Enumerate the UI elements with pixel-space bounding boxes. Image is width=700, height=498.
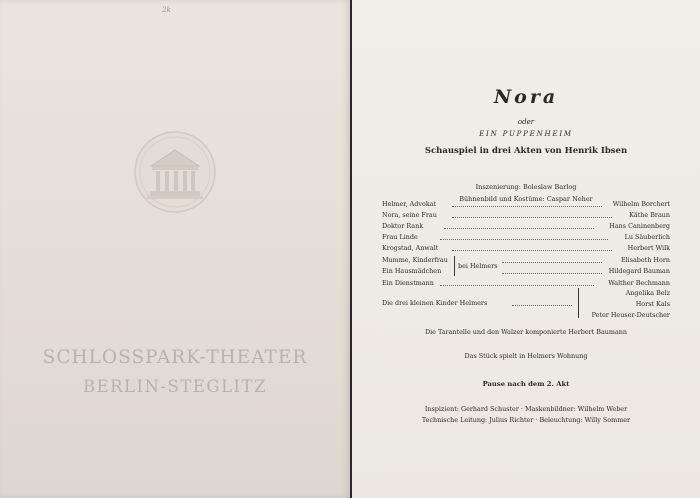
direction-credit: Inszenierung: Boleslaw Barlog bbox=[475, 183, 577, 191]
cast-role: Frau Linde bbox=[382, 233, 418, 241]
play-subtitle: EIN PUPPENHEIM bbox=[479, 130, 573, 138]
brace bbox=[578, 288, 579, 318]
play-description: Schauspiel in drei Akten von Henrik Ibsen bbox=[424, 146, 628, 156]
program-page bbox=[352, 0, 700, 498]
brace bbox=[454, 256, 455, 276]
dot-leader bbox=[502, 267, 602, 274]
cast-actor: Walther Bechmann bbox=[608, 279, 670, 287]
title-conjunction: oder bbox=[517, 118, 535, 126]
cast-role: Mumme, Kinderfrau bbox=[382, 256, 448, 264]
dot-leader bbox=[512, 299, 572, 306]
theater-city: BERLIN-STEGLITZ bbox=[82, 377, 268, 396]
play-title: Nora bbox=[493, 86, 559, 108]
bei-helmers-note: bei Helmers bbox=[458, 262, 498, 270]
dot-leader bbox=[444, 222, 594, 229]
cast-role: Nora, seine Frau bbox=[382, 211, 437, 219]
child-actor: Angelika Belz bbox=[625, 289, 670, 297]
cast-actor: Herbert Wilk bbox=[627, 244, 670, 252]
cast-role: Ein Hausmädchen bbox=[382, 267, 442, 275]
dot-leader bbox=[452, 244, 612, 251]
cast-actor: Wilhelm Borchert bbox=[612, 200, 670, 208]
dot-leader bbox=[440, 279, 594, 286]
cast-role: Helmer, Advokat bbox=[382, 200, 437, 208]
cast-actor: Käthe Braun bbox=[629, 211, 670, 219]
dot-leader bbox=[452, 211, 612, 218]
intermission-note: Pause nach dem 2. Akt bbox=[482, 380, 570, 388]
setting-note: Das Stück spielt in Helmers Wohnung bbox=[464, 352, 588, 360]
music-credit: Die Tarantelle und den Walzer komponierte Herbert Baumann bbox=[424, 328, 628, 336]
cast-role-children: Die drei kleinen Kinder Helmers bbox=[382, 299, 488, 307]
dot-leader bbox=[452, 200, 602, 207]
dot-leader bbox=[502, 256, 602, 263]
cast-role: Krogstad, Anwalt bbox=[382, 244, 439, 252]
staff-credits-1: Inspizient: Gerhard Schuster · Maskenbildner: Wilhelm Weber bbox=[424, 405, 628, 413]
theater-emblem-icon bbox=[133, 130, 217, 214]
design-credit: Bühnenbild und Kostüme: Caspar Neher bbox=[459, 195, 593, 203]
cast-actor: Lu Säuberlich bbox=[624, 233, 670, 241]
staff-credits-2: Technische Leitung: Julius Richter · Beleuchtung: Willy Sommer bbox=[421, 416, 631, 424]
child-actor: Horst Kals bbox=[635, 300, 670, 308]
dot-leader bbox=[440, 233, 608, 240]
child-actor: Peter Heuser-Deutscher bbox=[591, 311, 670, 319]
cast-role: Ein Dienstmann bbox=[382, 279, 434, 287]
pencil-mark: 2k bbox=[162, 6, 171, 14]
cast-actor: Hildegard Bauman bbox=[608, 267, 670, 275]
theater-name: SCHLOSSPARK-THEATER bbox=[42, 347, 308, 368]
cast-actor: Hans Caninenberg bbox=[609, 222, 670, 230]
cast-actor: Elisabeth Horn bbox=[620, 256, 670, 264]
cast-role: Doktor Rank bbox=[382, 222, 424, 230]
